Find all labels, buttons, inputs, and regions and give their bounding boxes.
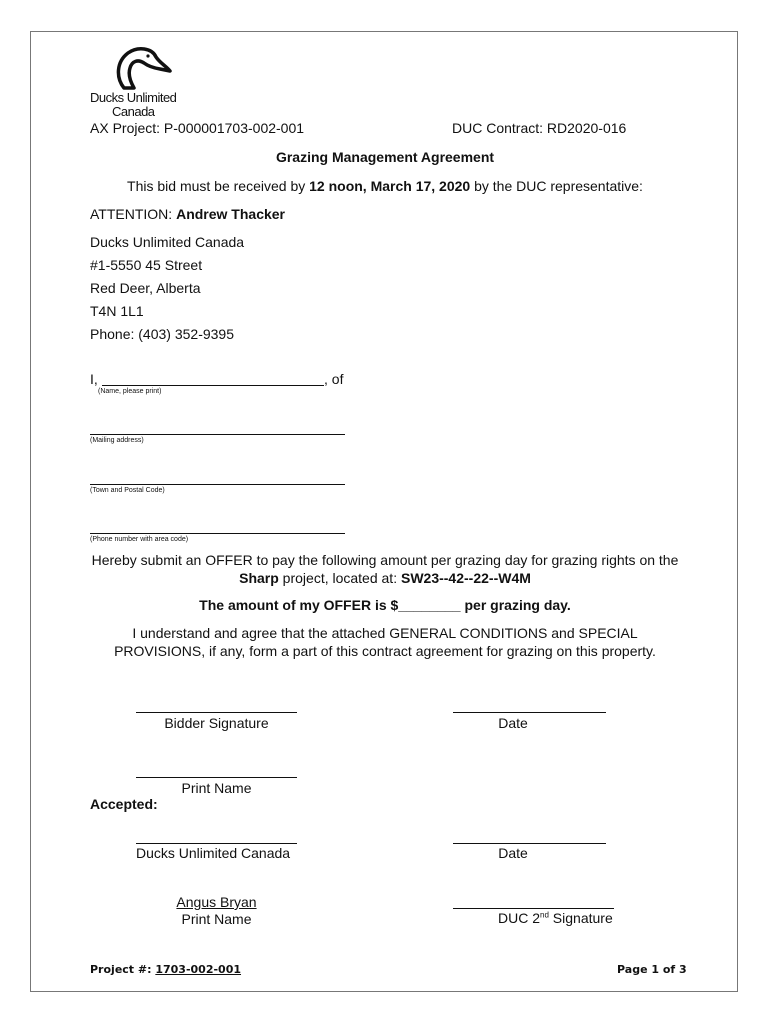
- name-caption: (Name, please print): [98, 388, 162, 395]
- bidder-print-name-field[interactable]: [136, 777, 297, 778]
- logo-text-line1: Ducks Unlimited: [90, 90, 177, 105]
- bid-deadline: 12 noon, March 17, 2020: [309, 178, 471, 194]
- footer-project-label: Project #:: [90, 963, 156, 976]
- attention-label: ATTENTION:: [90, 206, 177, 222]
- duc-second-signature-label: [498, 910, 613, 926]
- address-street: #1-5550 45 Street: [90, 257, 203, 273]
- attention-name: Andrew Thacker: [176, 206, 286, 222]
- bidder-date-field[interactable]: [453, 712, 606, 713]
- duc-signature-label: Ducks Unlimited Canada: [136, 845, 291, 861]
- duc-contract: DUC Contract: RD2020-016: [452, 120, 627, 136]
- bidder-signature-label: Bidder Signature: [164, 715, 269, 731]
- project-location: SW23--42--22--W4M: [400, 570, 531, 586]
- offer-line2: [0, 570, 770, 586]
- ax-project: AX Project: P-000001703-002-001: [90, 120, 305, 136]
- bid-notice-suffix: by the DUC representative:: [470, 178, 643, 194]
- accepted-label: Accepted:: [90, 796, 158, 812]
- phone-field[interactable]: [90, 533, 345, 534]
- bidder-print-name-label: Print Name: [181, 780, 252, 796]
- footer-page-number: Page 1 of 3: [617, 963, 687, 976]
- i-label: I,: [90, 371, 98, 387]
- offer-line1: Hereby submit an OFFER to pay the following amount per grazing day for grazing rights on the: [91, 552, 679, 568]
- address-postal: T4N 1L1: [90, 303, 144, 319]
- town-postal-field[interactable]: [90, 484, 345, 485]
- bid-notice: [0, 178, 770, 194]
- duc-second-signature-field[interactable]: [453, 908, 614, 909]
- footer-project: [90, 963, 241, 976]
- duc-signature-field[interactable]: [136, 843, 297, 844]
- bidder-signature-field[interactable]: [136, 712, 297, 713]
- footer-project-number: 1703-002-001: [155, 963, 242, 976]
- mailing-address-field[interactable]: [90, 434, 345, 435]
- project-name: Sharp: [239, 570, 279, 586]
- mailing-caption: (Mailing address): [90, 437, 144, 444]
- duc-date-field[interactable]: [453, 843, 606, 844]
- duc2-sup: nd: [540, 910, 549, 920]
- duc2-prefix: DUC 2: [498, 910, 541, 926]
- bid-notice-prefix: This bid must be received by: [127, 178, 310, 194]
- conditions-line1: I understand and agree that the attached GENERAL CONDITIONS and SPECIAL: [132, 625, 638, 641]
- offer-amount: The amount of my OFFER is $________ per grazing day.: [199, 597, 571, 613]
- duc-date-label: Date: [498, 845, 528, 861]
- of-label: , of: [324, 371, 344, 387]
- bidder-date-label: Date: [498, 715, 528, 731]
- signer-name: Angus Bryan: [176, 894, 257, 910]
- document-title: Grazing Management Agreement: [275, 149, 495, 165]
- address-city: Red Deer, Alberta: [90, 280, 201, 296]
- signer-print-name-label: Print Name: [181, 911, 252, 927]
- name-field[interactable]: [102, 385, 324, 386]
- town-caption: (Town and Postal Code): [90, 487, 165, 494]
- attention-line: [90, 206, 285, 222]
- address-phone: Phone: (403) 352-9395: [90, 326, 234, 342]
- phone-caption: (Phone number with area code): [90, 536, 189, 543]
- logo-text-line2: Canada: [112, 104, 155, 119]
- conditions-line2: PROVISIONS, if any, form a part of this contract agreement for grazing on this property.: [114, 643, 656, 659]
- ducks-unlimited-logo-icon: [108, 44, 174, 94]
- offer-line2-mid: project, located at:: [278, 570, 401, 586]
- address-org: Ducks Unlimited Canada: [90, 234, 245, 250]
- duc2-suffix: Signature: [548, 910, 613, 926]
